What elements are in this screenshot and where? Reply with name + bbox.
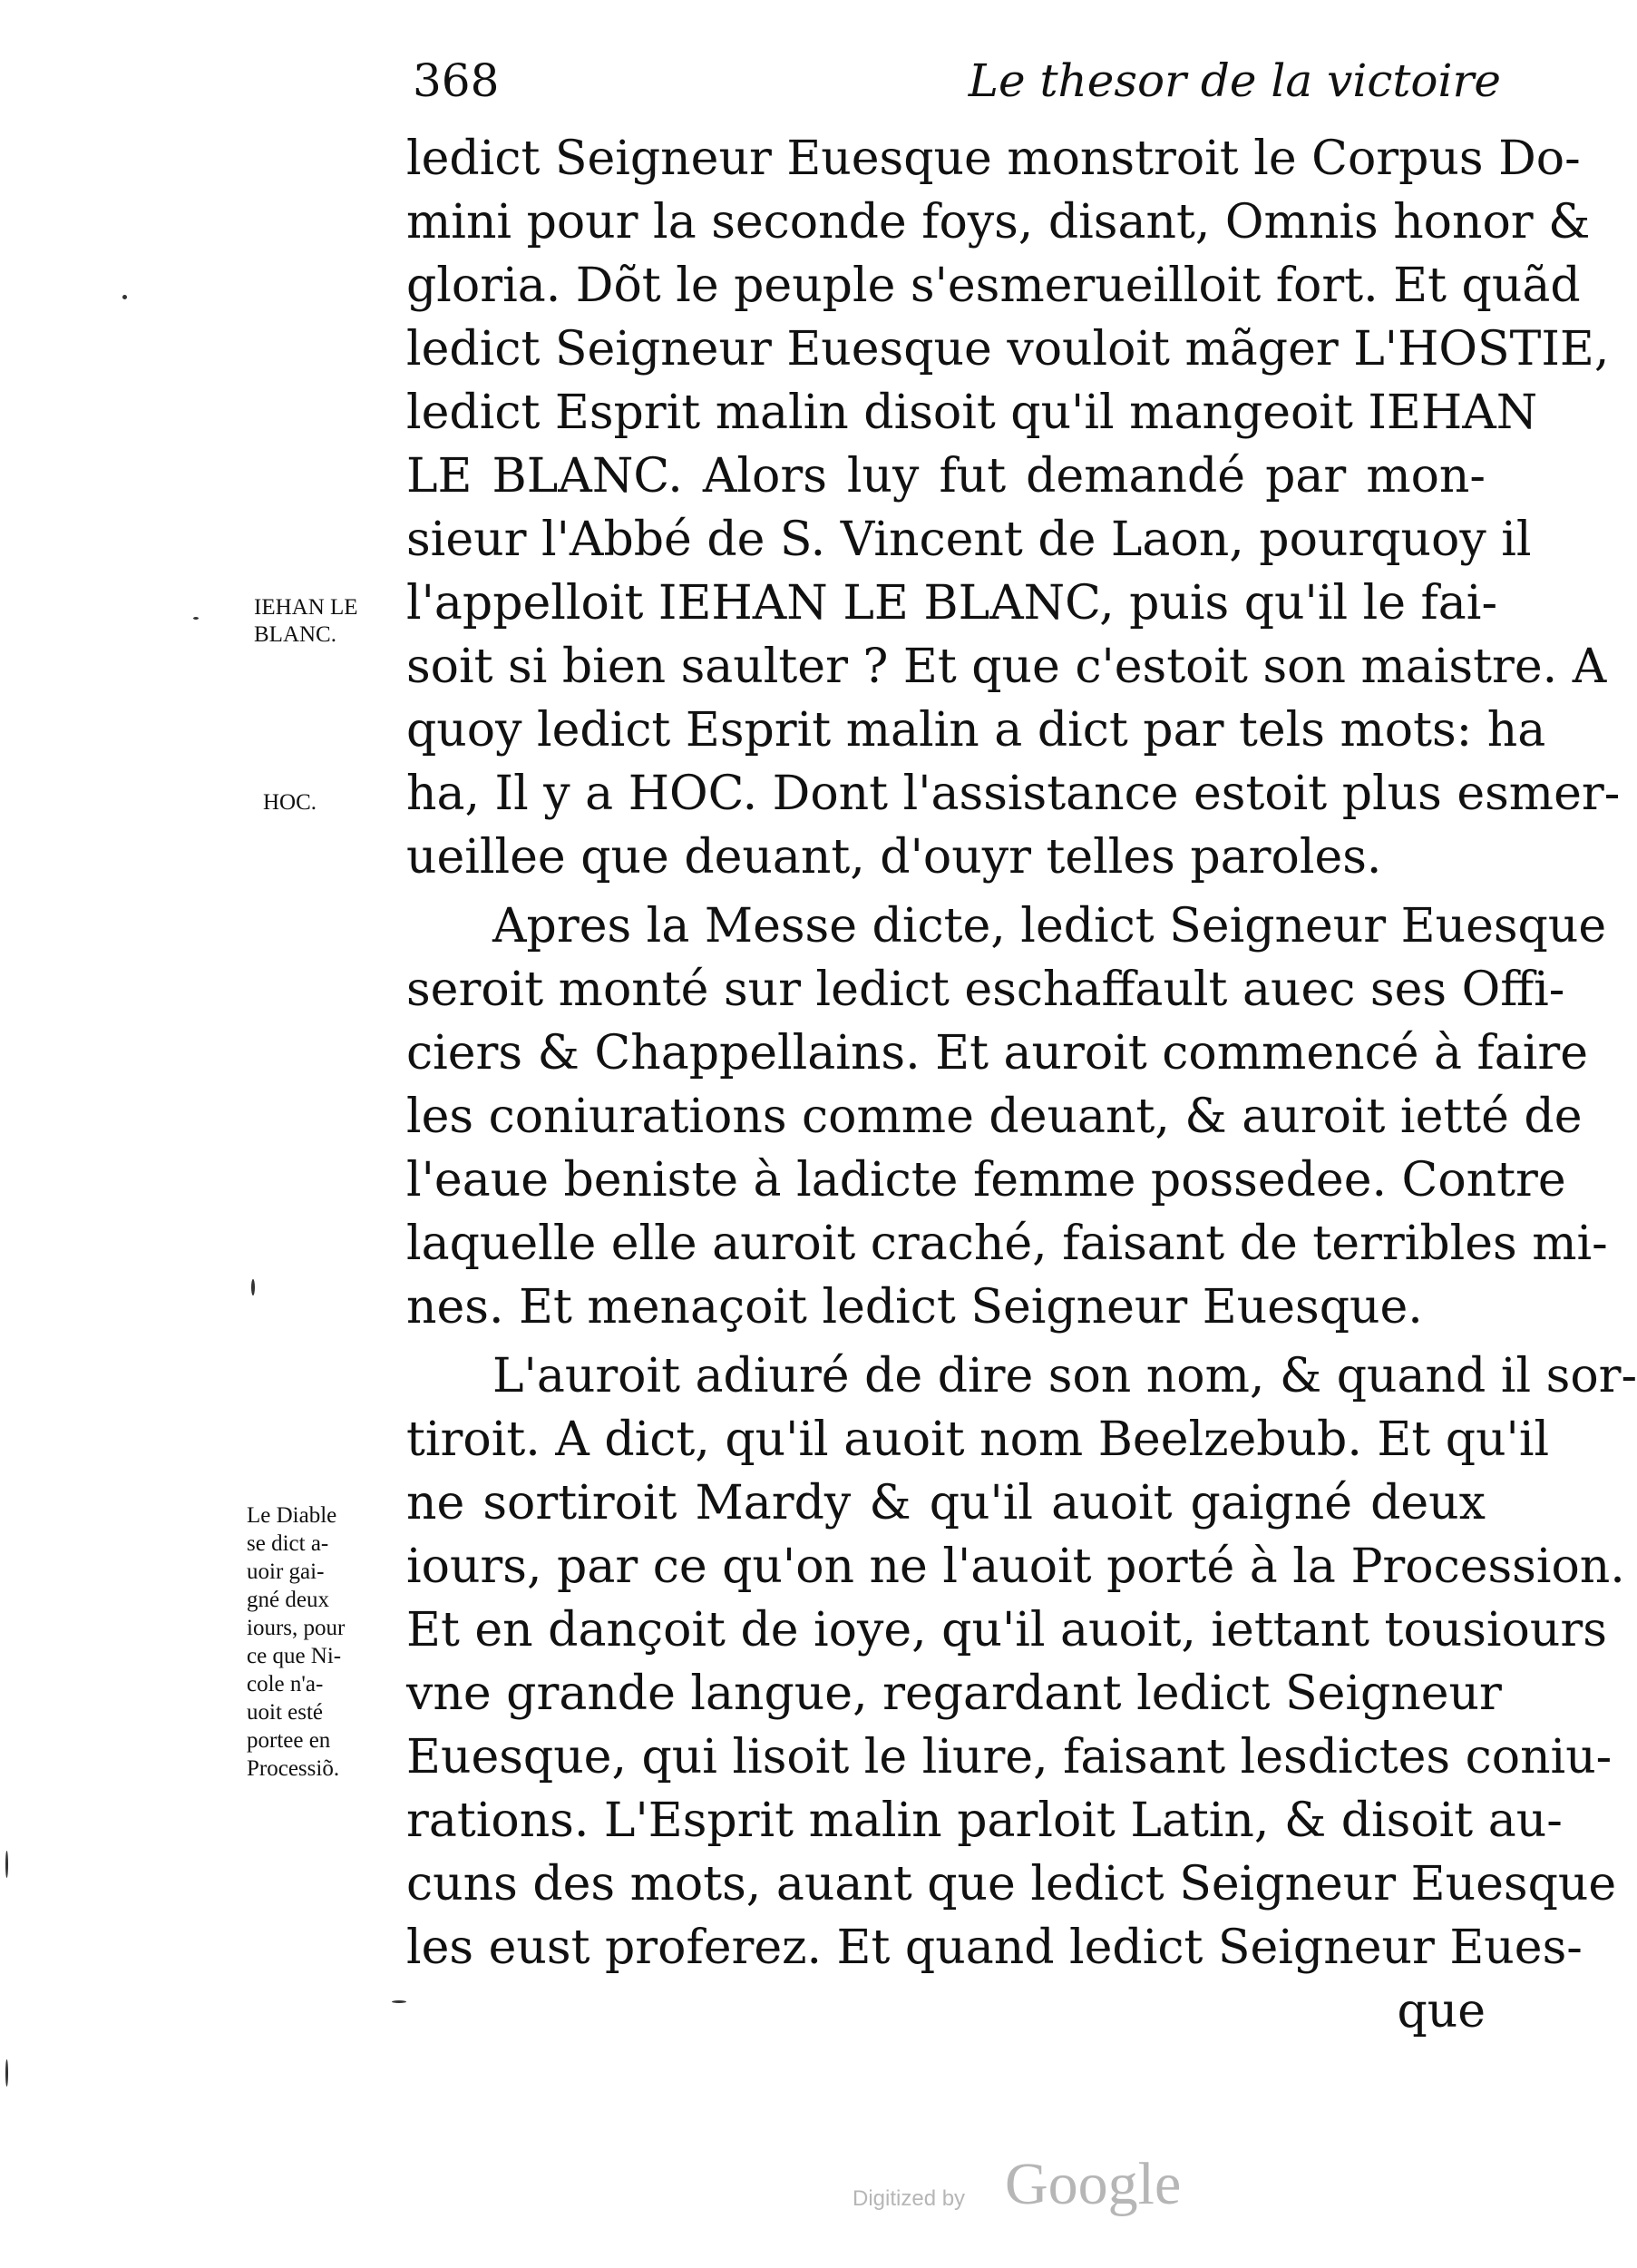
margin-note-line: uoir gai- [247,1559,325,1584]
text-line: seroit monté sur ledict eschaffault auec ses Offi- [406,963,1565,1017]
margin-note-line: IEHAN LE [254,595,358,620]
margin-note-line: Processiõ. [247,1756,340,1781]
text-line: sieur l'Abbé de S. Vincent de Laon, pourquoy il [406,513,1532,567]
text-line: iours, par ce qu'on ne l'auoit porté à la Procession. [406,1540,1625,1594]
margin-note-line: uoit esté [247,1700,324,1725]
text-line: quoy ledict Esprit malin a dict par tels mots: ha [406,703,1546,758]
text-line: rations. L'Esprit malin parloit Latin, & disoit au- [406,1794,1563,1848]
text-line: vne grande langue, regardant ledict Seigneur [406,1667,1502,1721]
text-line: Euesque, qui lisoit le liure, faisant lesdictes coniu- [406,1730,1613,1784]
digitized-watermark [853,2150,1306,2223]
text-line: ueillee que deuant, d'ouyr telles paroles. [406,830,1382,885]
text-line: ha, Il y a HOC. Dont l'assistance estoit plus esmer- [406,767,1621,821]
margin-note-line: gné deux [247,1588,329,1612]
text-line: mini pour la seconde foys, disant, Omnis honor & [406,195,1591,249]
margin-note-hoc [263,789,399,816]
margin-note-diable [247,1501,405,1783]
text-line: soit si bien saulter ? Et que c'estoit son maistre. A [406,640,1607,694]
text-line: ciers & Chappellains. Et auroit commencé à faire [406,1026,1589,1080]
margin-note-line: Le Diable [247,1503,337,1528]
google-logo: Google [1005,2151,1182,2217]
margin-note-line: se dict a- [247,1531,329,1556]
text-line: Et en dançoit de ioye, qu'il auoit, iettant tousiours [406,1603,1607,1657]
text-line: ledict Esprit malin disoit qu'il mangeoit IEHAN [406,386,1538,440]
text-line: les eust proferez. Et quand ledict Seigneur Eues- [406,1921,1583,1975]
text-line: L'auroit adiuré de dire son nom, & quand il sor- [492,1349,1637,1403]
margin-note-iehan-le-blanc [254,594,408,649]
text-line: l'appelloit IEHAN LE BLANC, puis qu'il le fai- [406,576,1498,631]
margin-note-line: iours, pour [247,1616,346,1640]
text-line: gloria. Dõt le peuple s'esmerueilloit fort. Et quãd [406,259,1581,313]
watermark-prefix: Digitized by [853,2186,966,2211]
ink-speck [392,2000,406,2003]
text-line: ledict Seigneur Euesque monstroit le Corpus Do- [406,132,1581,186]
text-line: l'eaue beniste à ladicte femme possedee. Contre [406,1153,1566,1207]
ink-speck [251,1279,255,1295]
ink-speck [122,295,127,299]
text-line: cuns des mots, auant que ledict Seigneur Euesque [406,1857,1617,1911]
text-line: laquelle elle auroit craché, faisant de terribles mi- [406,1217,1608,1271]
margin-note-line: portee en [247,1728,331,1753]
margin-note-line: cole n'a- [247,1672,324,1696]
margin-note-line: HOC. [263,790,317,815]
text-line: ne sortiroit Mardy & qu'il auoit gaigné deux [406,1476,1486,1530]
ink-speck [193,617,199,620]
body-text [406,127,1637,2043]
text-line: ledict Seigneur Euesque vouloit mãger L'HOSTIE, [406,322,1610,376]
catchword: que [1397,1984,1486,2038]
text-line: les coniurations comme deuant, & auroit ietté de [406,1090,1583,1144]
running-title: Le thesor de la victoire [968,54,1501,107]
ink-speck [5,1851,8,1878]
ink-speck [5,2059,8,2087]
page-number: 368 [413,54,500,107]
margin-note-line: ce que Ni- [247,1644,342,1668]
text-line: tiroit. A dict, qu'il auoit nom Beelzebub. Et qu'il [406,1413,1550,1467]
text-line: LE BLANC. Alors luy fut demandé par mon- [406,449,1486,503]
text-line: Apres la Messe dicte, ledict Seigneur Euesque [492,899,1607,953]
text-line: nes. Et menaçoit ledict Seigneur Euesque. [406,1280,1423,1334]
page-header [413,54,1501,127]
margin-note-line: BLANC. [254,622,336,647]
